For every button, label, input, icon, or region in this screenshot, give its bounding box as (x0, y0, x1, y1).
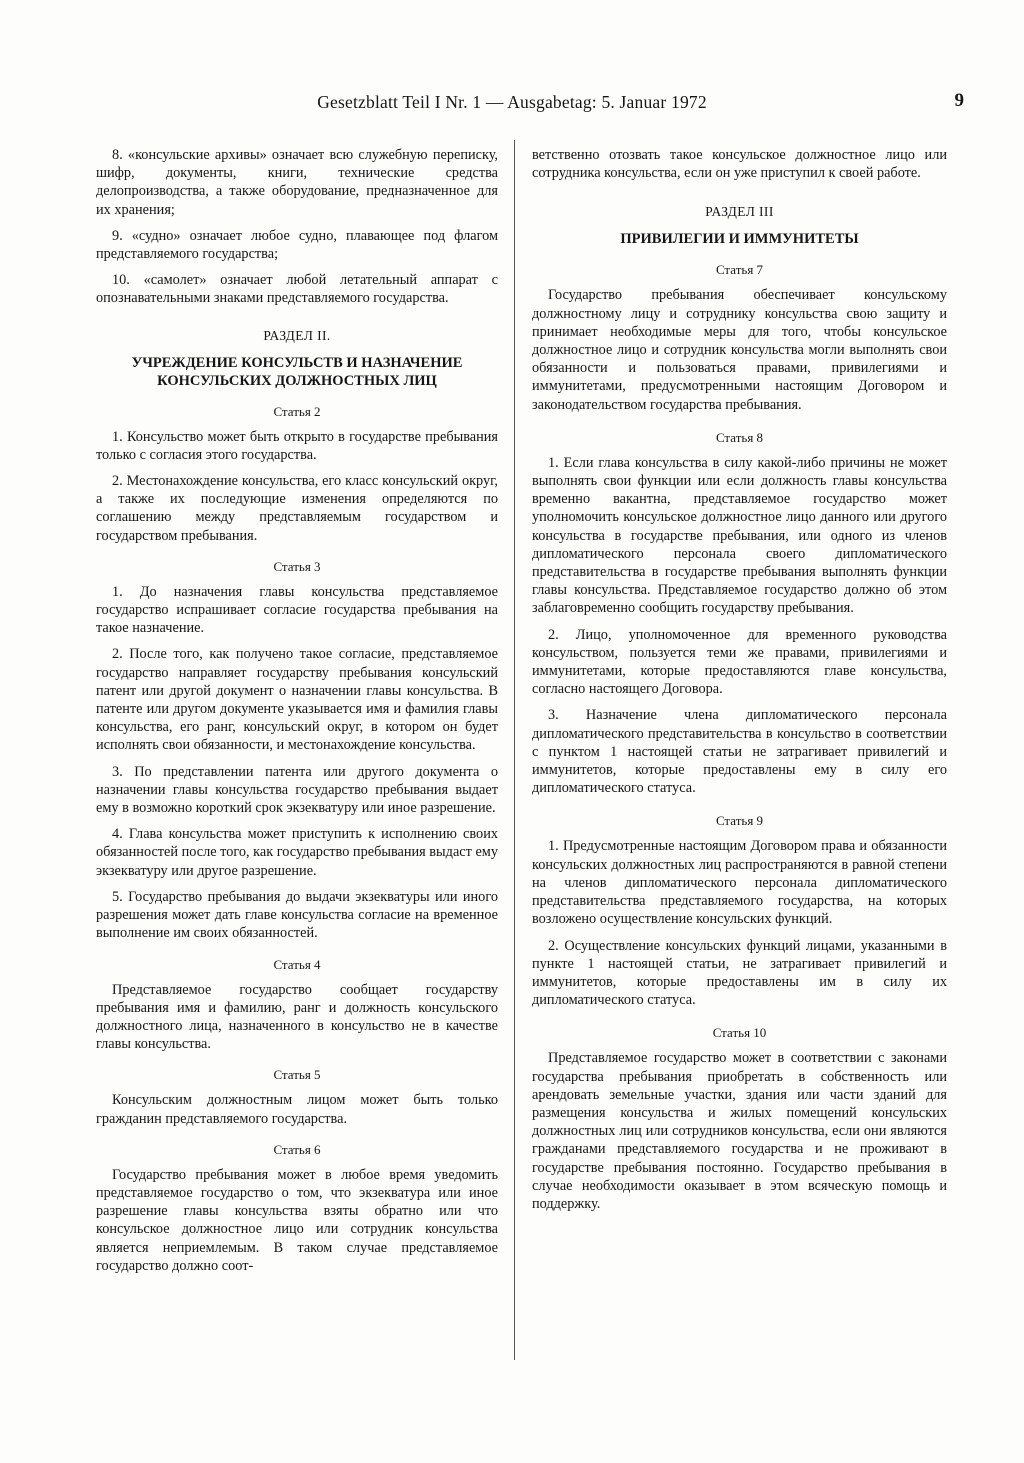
column-divider (514, 140, 515, 1360)
article-8-paragraph-1: 1. Если глава консульства в силу какой-либо причины не может выполнять свои функции или если должность главы консульства временно вакантна, представляемое государство может уполномочить консульское должностное лицо данного или другого консульства в государстве пребывания, или одного из членов дипломатического персонала своего дипломатического представительства в государстве пребывания выполнять функции главы консульства. Представляемое государство должно об этом заблаговременно сообщить государству пребывания. (532, 454, 947, 617)
continuation-paragraph: ветственно отозвать такое консульское должностное лицо или сотрудника консульства, если он уже приступил к своей работе. (532, 147, 947, 182)
article-6-paragraph-1: Государство пребывания может в любое время уведомить представляемое государство о том, что экзекватура или иное разрешение главы консульства взяты обратно или что консульское должностное лицо или сотрудник консульства является неприемлемым. В таком случае представляемое государство должно соот- (96, 1166, 498, 1274)
article-8-paragraph-3: 3. Назначение члена дипломатического персонала дипломатического представительства в консульство в соответствии с пунктом 1 настоящей статьи не затрагивает привилегий и иммунитетов, которые предоставлены ему в силу его дипломатического статуса. (532, 707, 947, 797)
article-6-title: Статья 6 (273, 1141, 321, 1157)
right-column (532, 146, 947, 1221)
article-9-paragraph-2: 2. Осуществление консульских функций лицами, указанными в пункте 1 настоящей статьи, не затрагивает привилегий и иммунитетов, которые предоставлены им в силу их дипломатического статуса. (532, 937, 947, 1009)
article-8-title: Статья 8 (715, 429, 764, 445)
article-3-paragraph-1: 1. До назначения главы консульства представляемое государство испрашивает согласие государства пребывания на такое назначение. (96, 583, 498, 637)
page-number: 9 (954, 90, 964, 111)
paragraph-item-8: 8. «консульские архивы» означает всю служебную переписку, шифр, документы, книги, технические средства делопроизводства, а также оборудование, предназначенное для их хранения; (96, 147, 498, 218)
article-7-title: Статья 7 (715, 262, 764, 278)
article-2-paragraph-2: 2. Местонахождение консульства, его класс консульский округ, а также их последующие изменения определяются по соглашению между представляемым государством и государством пребывания. (96, 473, 498, 544)
article-9-title: Статья 9 (715, 813, 764, 829)
article-4-paragraph-1: Представляемое государство сообщает государству пребывания имя и фамилию, ранг и должность консульского должностного лица, назначенного в консульство не в качестве главы консульства. (96, 981, 498, 1053)
paragraph-item-10: 10. «самолет» означает любой летательный аппарат с опознавательными знаками представляемого государства. (96, 272, 498, 307)
article-3-paragraph-4: 4. Глава консульства может приступить к исполнению своих обязанностей после того, как государство пребывания выдаст ему экзекватуру или другое разрешение. (96, 826, 498, 879)
section-2-title: УЧРЕЖДЕНИЕ КОНСУЛЬСТВ И НАЗНАЧЕНИЕ КОНСУЛЬСКИХ ДОЛЖНОСТНЫХ ЛИЦ (131, 354, 463, 389)
header-title: Gesetzblatt Teil I Nr. 1 — Ausgabetag: 5. Januar 1972 (317, 92, 707, 112)
article-10-title: Статья 10 (712, 1025, 767, 1041)
section-3-title: ПРИВИЛЕГИИ И ИММУНИТЕТЫ (620, 231, 859, 248)
section-3-label: РАЗДЕЛ III (705, 204, 774, 220)
article-3-paragraph-5: 5. Государство пребывания до выдачи экзекватуры или иного разрешения может дать главе консульства согласие на временное выполнение им своих обязанностей. (96, 888, 498, 942)
article-3-paragraph-2: 2. После того, как получено такое согласие, представляемое государство направляет государству пребывания консульский патент или другой документ о назначении главы консульства. В патенте или другом документе указывается имя и фамилия главы консульства, его ранг, консульский округ, в котором он будет исполнять свои обязанности, и местонахождение консульства. (96, 646, 498, 754)
article-2-paragraph-1: 1. Консульство может быть открыто в государстве пребывания только с согласия этого государства. (96, 428, 498, 463)
article-9-paragraph-1: 1. Предусмотренные настоящим Договором права и обязанности консульских должностных лиц распространяются в равной степени на членов дипломатического персонала дипломатического представительства представляемого государства, на которых возложено осуществление консульских функций. (532, 838, 947, 928)
article-10-paragraph-1: Представляемое государство может в соответствии с законами государства пребывания приобретать в собственность или арендовать земельные участки, здания или части зданий для размещения консульства и жилых помещений консульских должностных лиц или сотрудников консульства, если они являются гражданами представляемого государства и не проживают в государстве пребывания постоянно. Государство пребывания в случае необходимости оказывает в этом всяческую помощь и поддержку. (532, 1050, 947, 1212)
paragraph-item-9: 9. «судно» означает любое судно, плавающее под флагом представляемого государства; (96, 227, 498, 263)
article-5-paragraph-1: Консульским должностным лицом может быть только гражданин представляемого государства. (96, 1092, 498, 1127)
page-header (0, 88, 1024, 118)
article-3-paragraph-3: 3. По представлении патента или другого документа о назначении главы консульства государство пребывания выдает ему в возможно короткий срок экзекватуру или иное разрешение. (96, 763, 498, 817)
article-5-title: Статья 5 (273, 1067, 321, 1083)
article-3-title: Статья 3 (273, 558, 321, 574)
article-2-title: Статья 2 (273, 403, 321, 419)
article-8-paragraph-2: 2. Лицо, уполномоченное для временного руководства консульством, пользуется теми же правами, привилегиями и иммунитетами, которые предоставляются главе консульства, согласно настоящего Договора. (532, 626, 947, 698)
section-2-label: РАЗДЕЛ II. (263, 327, 331, 343)
left-column (96, 146, 498, 1283)
article-4-title: Статья 4 (273, 956, 321, 972)
article-7-paragraph-1: Государство пребывания обеспечивает консульскому должностному лицу и сотруднику консульства свою защиту и принимает необходимые меры для того, чтобы консульское должностное лицо и сотрудник консульства могли выполнять свои обязанности и пользоваться правами, привилегиями и иммунитетами, предусмотренными настоящим Договором и законодательством государства пребывания. (532, 287, 947, 413)
